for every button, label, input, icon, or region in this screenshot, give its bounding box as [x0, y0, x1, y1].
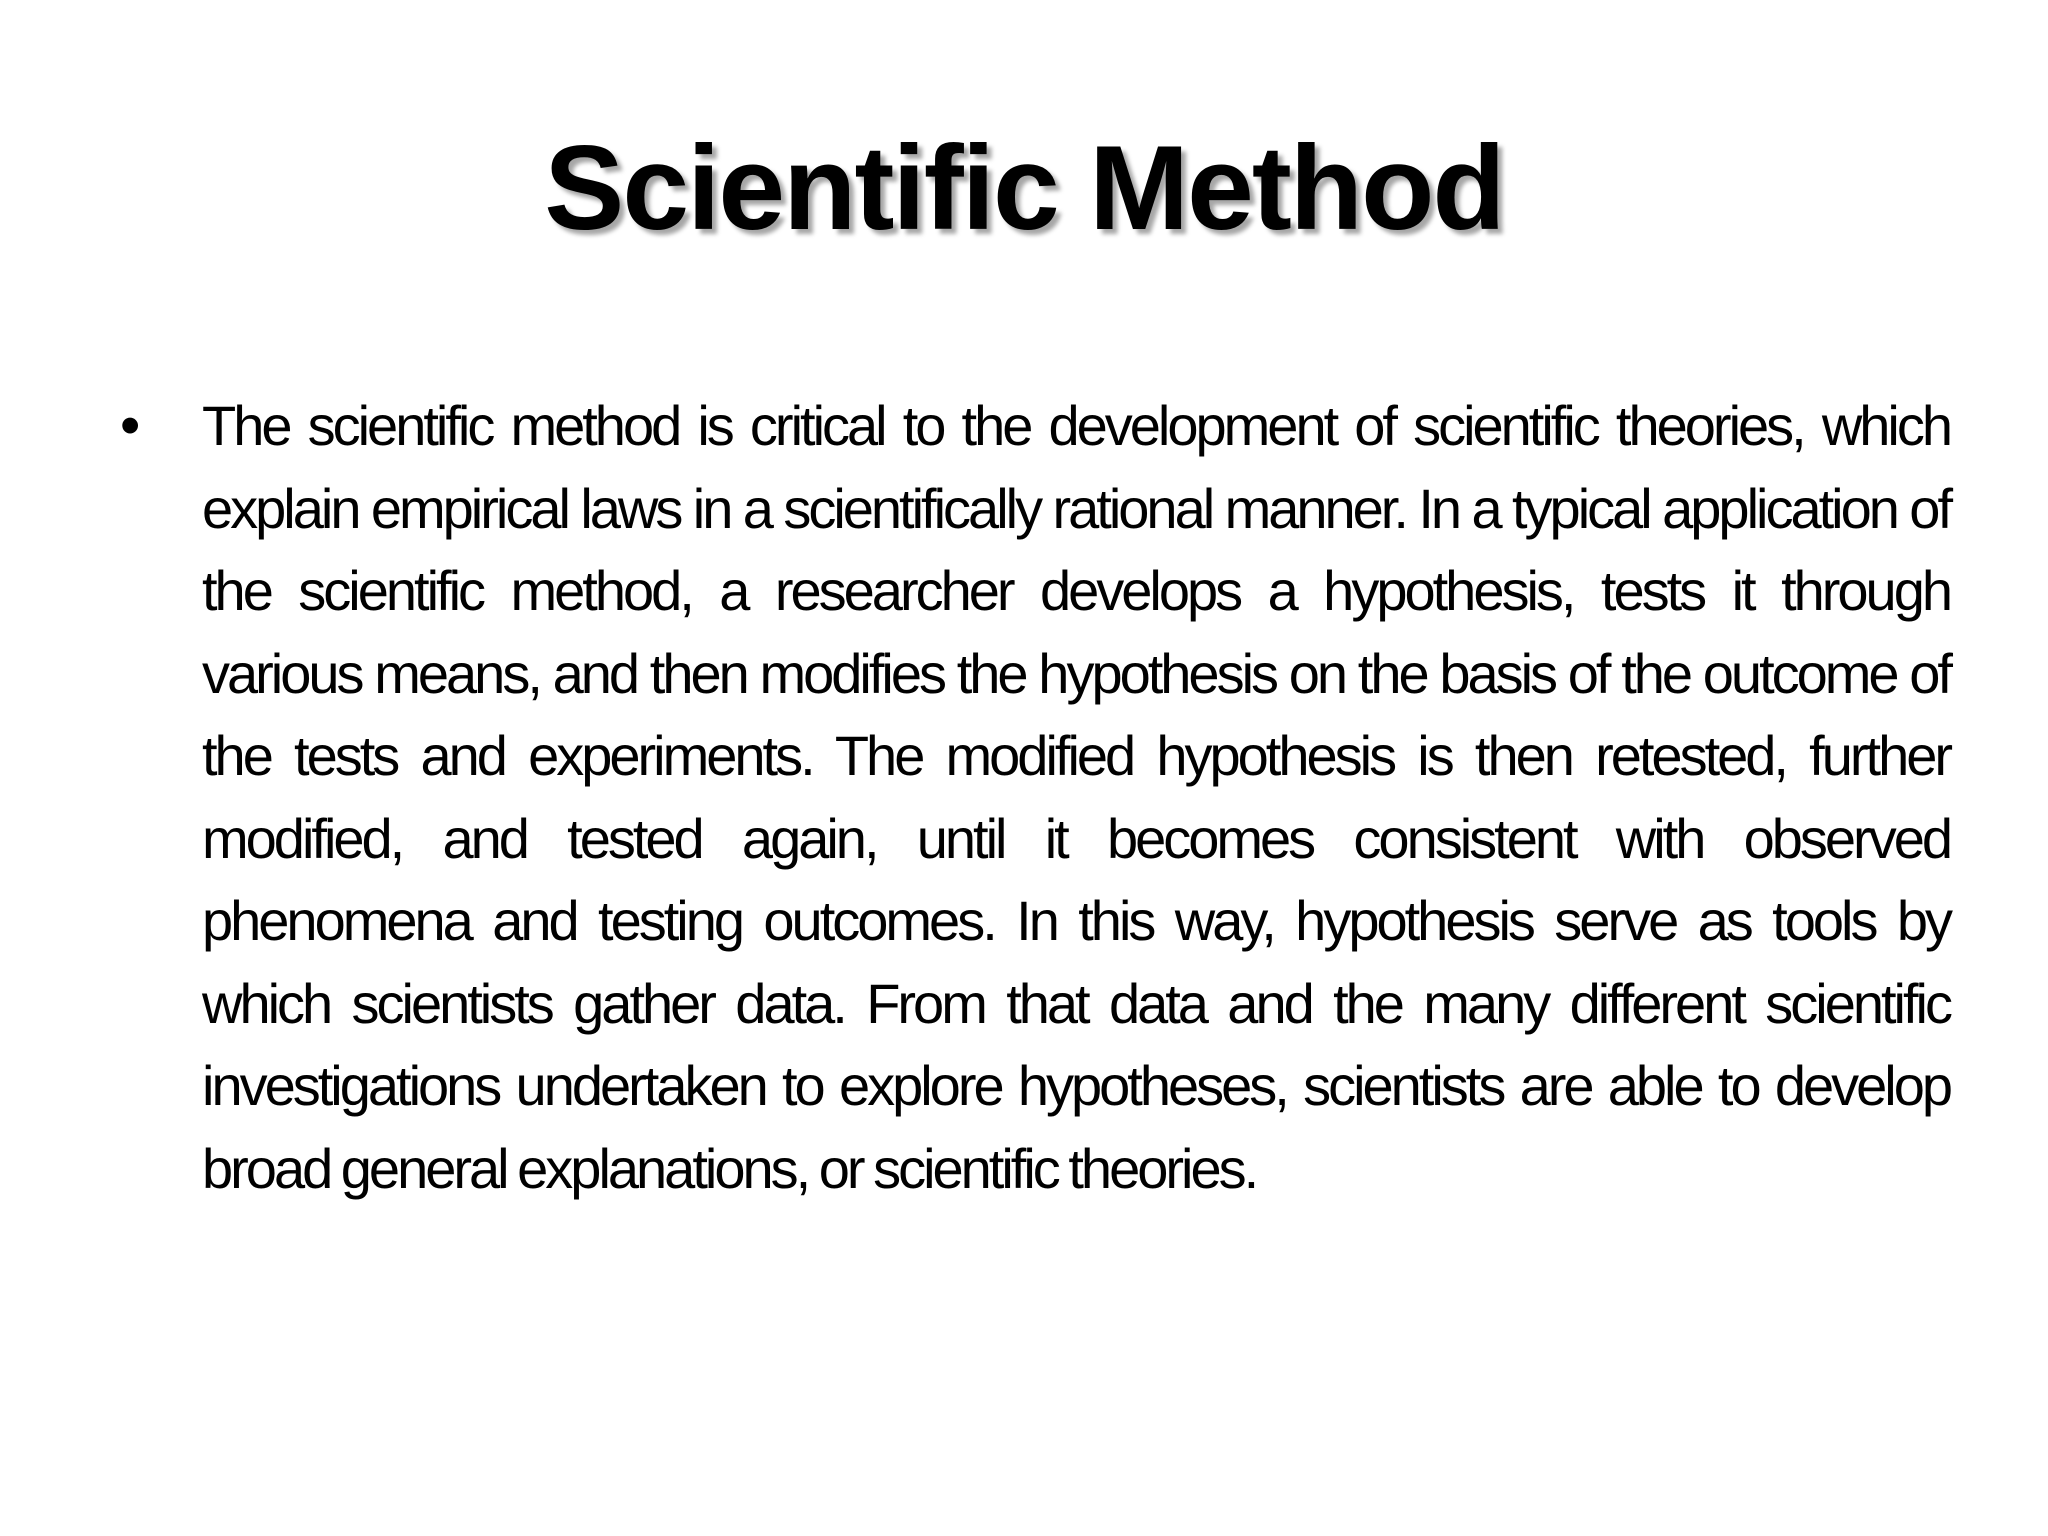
bullet-item	[120, 385, 1950, 1210]
bullet-marker: •	[120, 393, 141, 458]
slide-title: Scientific Method	[544, 121, 1504, 255]
bullet-text: The scientific method is critical to the development of scientific theories, which explain empirical laws in a scientifically rational manner. In a typical application of the scientific method, a researcher develops a hypothesis, tests it through various means, and then modifies the hypothesis on the basis of the outcome of the tests and experiments. The modified hypothesis is then retested, further modified, and tested again, until it becomes consistent with observed phenomena and testing outcomes. In this way, hypothesis serve as tools by which scientists gather data. From that data and the many different scientific investigations undertaken to explore hypotheses, scientists are able to develop broad general explanations, or scientific theories.	[202, 394, 1950, 1200]
